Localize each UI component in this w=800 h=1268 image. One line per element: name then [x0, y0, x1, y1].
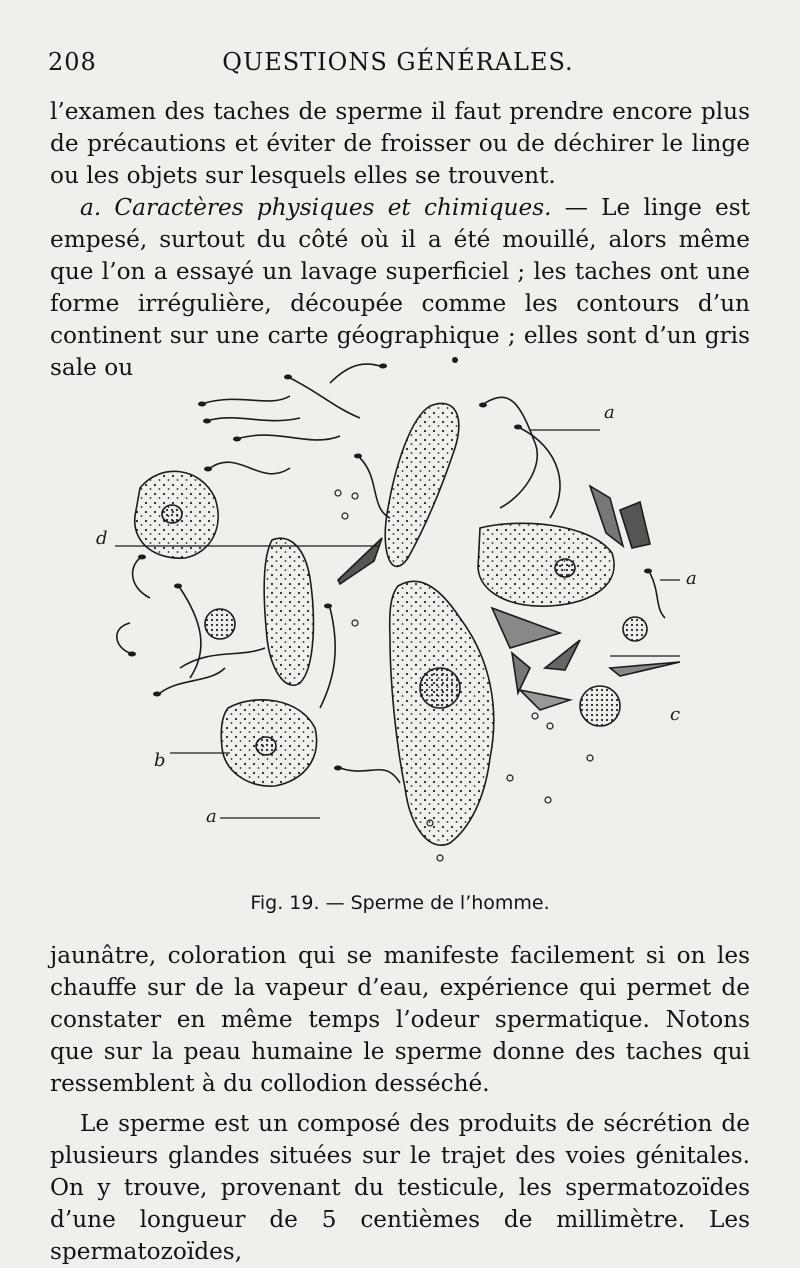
- page-number: 208: [48, 48, 97, 76]
- paragraph: jaunâtre, coloration qui se manifeste facilement si on les chauffe sur de la vapeur d’eau, expérience qui permet de constater en même temps l’odeur spermatique. Notons que sur la peau humaine le sperme donne des taches qui ressemblent à du collodion desséché.: [50, 942, 750, 1097]
- label-b: b: [154, 750, 166, 771]
- label-a-bottom: a: [206, 806, 217, 827]
- section-heading: a. Caractères physiques et chimiques.: [80, 194, 552, 221]
- label-d: d: [96, 528, 108, 549]
- paragraph: l’examen des taches de sperme il faut prendre encore plus de précautions et éviter de froisser ou de déchirer le linge ou les objets sur lesquels elles se trouvent.: [50, 98, 750, 189]
- figure-sperm-illustration: [90, 348, 710, 880]
- label-a-right: a: [686, 568, 697, 589]
- label-c: c: [670, 704, 681, 725]
- top-text: [50, 96, 750, 384]
- label-a-top: a: [604, 402, 615, 423]
- paragraph: Le sperme est un composé des produits de sécrétion de plusieurs glandes situées sur le trajet des voies génitales. On y trouve, provenant du testicule, les spermatozoïdes d’une longueur de 5 centièmes de millimètre. Les spermatozoïdes,: [50, 1110, 750, 1265]
- paragraph-text: — Le linge est empesé, surtout du côté où il a été mouillé, alors même que l’on a essayé un lavage superficiel ; les taches ont une forme irrégulière, découpée comme les contours d’un continent sur une carte géographique ; elles sont d’un gris sale ou: [50, 194, 750, 381]
- page-header: [48, 48, 748, 82]
- figure-caption: Fig. 19. — Sperme de l’homme.: [250, 892, 550, 914]
- bottom-text: [50, 940, 750, 1268]
- sperm-drawing: [90, 348, 710, 880]
- running-title: QUESTIONS GÉNÉRALES.: [222, 48, 574, 76]
